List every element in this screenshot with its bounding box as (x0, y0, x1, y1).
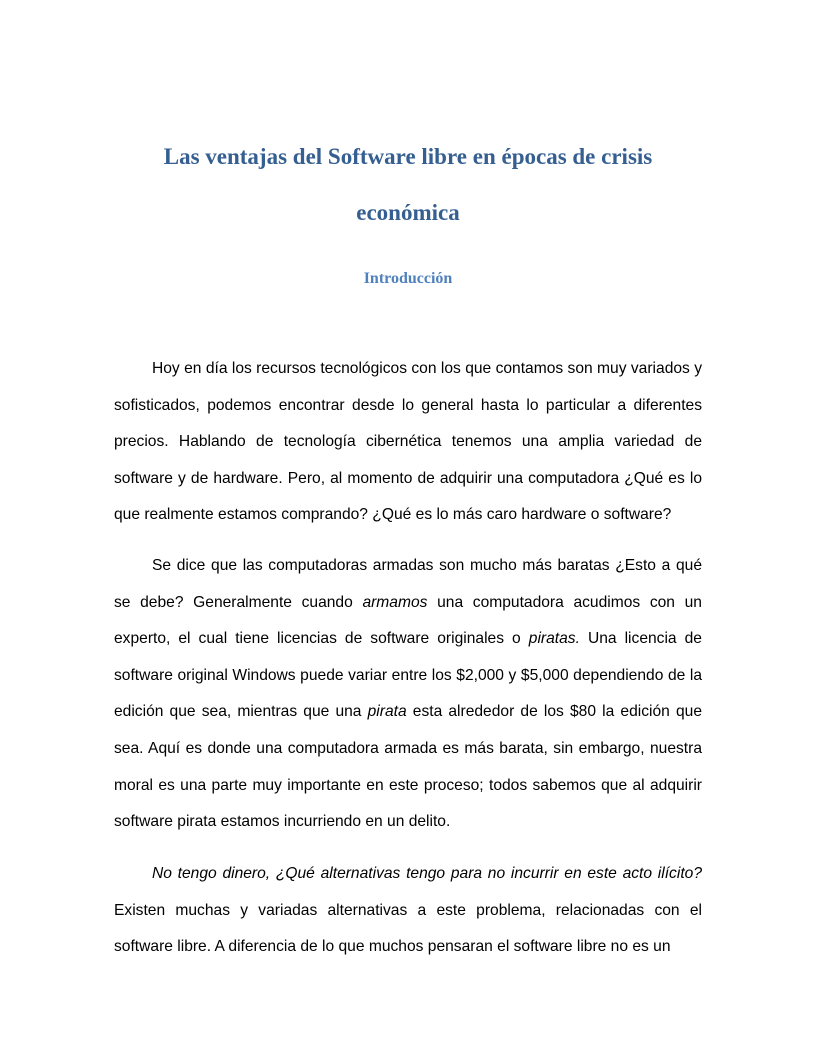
paragraph-3-question: No tengo dinero, ¿Qué alternativas tengo para no incurrir en este acto ilícito? (152, 865, 702, 882)
paragraph-2-text-d: esta alrededor de los $80 la edición que sea. Aquí es donde una computadora armada es más barata, sin embargo, nuestra moral es una parte muy importante en este proceso; todos sabemos que al adquirir software pirata estamos incurriendo en un delito. (114, 703, 703, 831)
paragraph-2-text-c: Una licencia de software original Windows puede variar entre los $2,000 y $5,000 dependiendo de la edición que sea, mientras que una (114, 630, 702, 721)
paragraph-3 (114, 856, 702, 966)
paragraph-2-emphasis-pirata: pirata (367, 703, 407, 721)
paragraph-2-text-a: Se dice que las computadoras armadas son mucho más baratas ¿Esto a qué se debe? Generalmente cuando (114, 557, 702, 611)
paragraph-3-text: Existen muchas y variadas alternativas a este problema, relacionadas con el software libre. A diferencia de lo que muchos pensaran el software libre no es un (114, 901, 702, 956)
paragraph-1-text: Hoy en día los recursos tecnológicos con los que contamos son muy variados y sofisticados, podemos encontrar desde lo general hasta lo particular a diferentes precios. Hablando de tecnología cibernética tenemos una amplia variedad de software y de hardware. Pero, al momento de adquirir una computadora ¿Qué es lo que realmente estamos comprando? ¿Qué es lo más caro hardware o software? (114, 360, 702, 524)
document-title-line-1: Las ventajas del Software libre en épocas de crisis (163, 144, 653, 169)
section-heading-introduccion: Introducción (363, 270, 453, 287)
paragraph-1 (114, 351, 702, 534)
paragraph-2-text-b: una computadora acudimos con un experto, el cual tiene licencias de software originales o (114, 593, 702, 648)
paragraph-2 (114, 548, 702, 841)
document-title-line-2: económica (356, 200, 460, 225)
paragraph-2-emphasis-piratas: piratas. (528, 630, 580, 648)
paragraph-2-emphasis-armamos: armamos (362, 593, 428, 611)
